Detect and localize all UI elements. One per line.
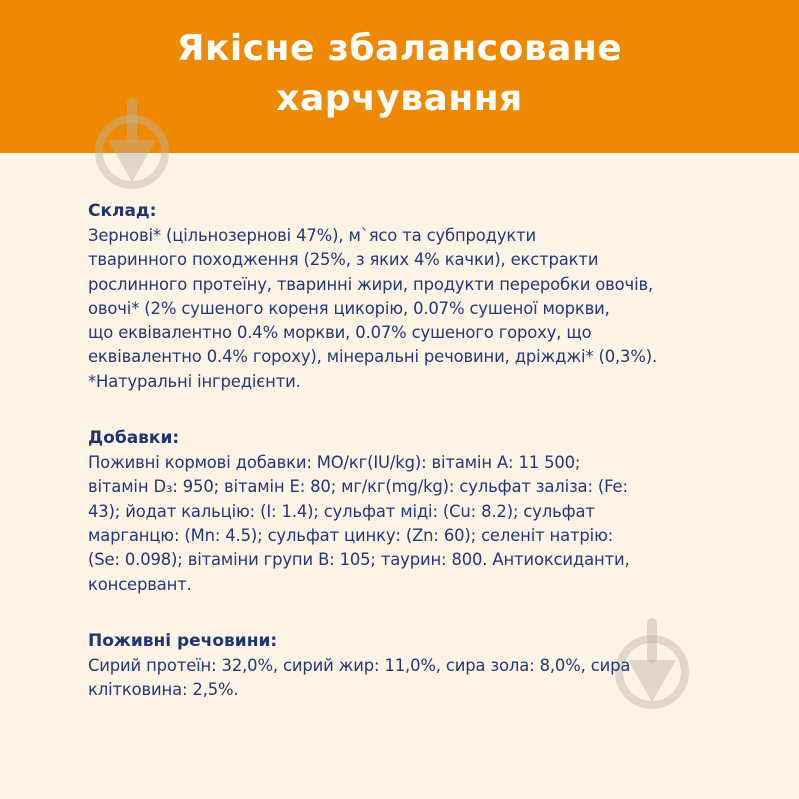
text-line: 43); йодат кальцію: (I: 1.4); сульфат міді: (Cu: 8.2); сульфат: [88, 501, 595, 521]
text-line: рослинного протеїну, тваринні жири, продукти переробки овочів,: [88, 274, 654, 294]
text-line: Поживні кормові добавки: МО/кг(IU/kg): вітамін А: 11 500;: [88, 453, 581, 473]
section-nutrients: [88, 628, 778, 703]
download-arrow-watermark-icon: [92, 90, 172, 200]
text-line: (Se: 0.098); вітаміни групи В: 105; таурин: 800. Антиоксиданти,: [88, 550, 630, 570]
section-title: Склад:: [88, 201, 157, 221]
text-line: овочі* (2% сушеного кореня цикорію, 0.07% сушеної моркви,: [88, 298, 610, 318]
text-line: марганцю: (Mn: 4.5); сульфат цинку: (Zn: 60); селеніт натрію:: [88, 525, 614, 545]
text-line: клітковина: 2,5%.: [88, 680, 239, 700]
text-line: тваринного походження (25%, з яких 4% качки), екстракти: [88, 250, 599, 270]
content-body: [88, 198, 778, 702]
title-line-1: Якісне збалансоване: [176, 28, 623, 69]
section-additives: [88, 425, 778, 597]
text-line: що еквівалентно 0.4% моркви, 0.07% сушеного гороху, що: [88, 323, 592, 343]
text-line: вітамін D₃: 950; вітамін Е: 80; мг/кг(mg/kg): сульфат заліза: (Fe:: [88, 477, 628, 497]
text-line: консервант.: [88, 574, 192, 594]
section-composition: [88, 198, 778, 394]
text-line: Сирий протеїн: 32,0%, сирий жир: 11,0%, сира зола: 8,0%, сира: [88, 655, 631, 675]
title-line-2: харчування: [276, 78, 523, 119]
section-title: Поживні речовини:: [88, 630, 278, 651]
text-line: *Натуральні інгредієнти.: [88, 371, 301, 391]
text-line: Зернові* (цільнозернові 47%), м`ясо та субпродукти: [88, 226, 537, 245]
text-line: еквівалентно 0.4% гороху), мінеральні речовини, дріжджі* (0,3%).: [88, 347, 658, 367]
section-title: Добавки:: [88, 428, 180, 449]
